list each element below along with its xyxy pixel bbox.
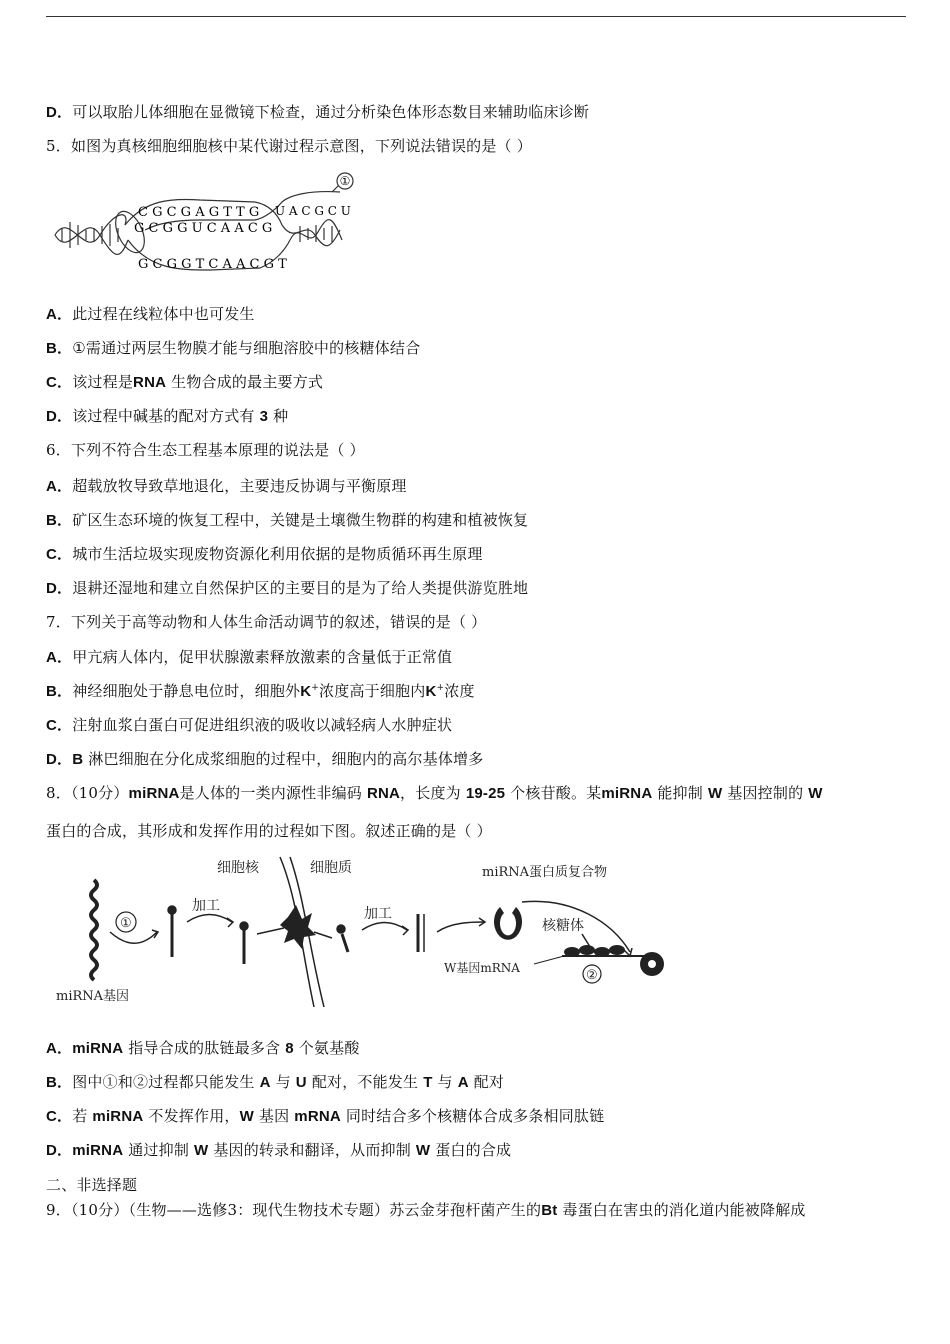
q7-option-c: C．注射血浆白蛋白可促进组织液的吸收以减轻病人水肿症状	[46, 716, 453, 734]
q5-bottom-strand: G C G G T C A A C G T	[138, 257, 287, 272]
q6-option-d: D．退耕还湿地和建立自然保护区的主要目的是为了给人类提供游览胜地	[46, 579, 529, 597]
q5-option-d: D．该过程中碱基的配对方式有 3 种	[46, 407, 289, 425]
q8-option-c: C．若 miRNA 不发挥作用，W 基因 mRNA 同时结合多个核糖体合成多条相同肽链	[46, 1107, 605, 1125]
header-rule	[46, 16, 906, 17]
q7-option-b: B．神经细胞处于静息电位时，细胞外K+浓度高于细胞内K+浓度	[46, 682, 475, 700]
q8-step2: ②	[586, 968, 598, 983]
q5-rna-strand: G C G G U C A A C G	[134, 221, 273, 236]
q7-stem: 7．下列关于高等动物和人体生命活动调节的叙述，错误的是（ ）	[46, 613, 487, 631]
q6-option-b: B．矿区生态环境的恢复工程中，关键是土壤微生物群的构建和植被恢复	[46, 511, 529, 529]
q8-option-b: B．图中①和②过程都只能发生 A 与 U 配对，不能发生 T 与 A 配对	[46, 1073, 505, 1091]
q7-option-a: A．甲亢病人体内，促甲状腺激素释放激素的含量低于正常值	[46, 648, 453, 666]
q8-stem-line1: 8．（10分）miRNA是人体的一类内源性非编码 RNA，长度为 19-25 个核苷酸。某miRNA 能抑制 W 基因控制的 W	[46, 784, 823, 802]
q4-option-d: D．可以取胎儿体细胞在显微镜下检查，通过分析染色体形态数目来辅助临床诊断	[46, 103, 590, 121]
q8-label-nucleus: 细胞核	[217, 860, 259, 876]
q8-label-ribosome: 核糖体	[542, 918, 584, 934]
q5-option-b: B．①需通过两层生物膜才能与细胞溶胶中的核糖体结合	[46, 339, 421, 357]
section-title: 二、非选择题	[46, 1176, 138, 1194]
q8-option-d: D．miRNA 通过抑制 W 基因的转录和翻译，从而抑制 W 蛋白的合成	[46, 1141, 512, 1159]
q8-label-complex: miRNA蛋白质复合物	[482, 865, 608, 880]
q8-label-process1: 加工	[192, 898, 220, 914]
q8-label-process2: 加工	[364, 906, 392, 922]
q5-marker: ①	[339, 174, 351, 188]
q8-label-cytoplasm: 细胞质	[310, 860, 352, 876]
q8-step1: ①	[120, 916, 132, 931]
q8-label-mrna: W基因mRNA	[444, 961, 520, 975]
q8-label-gene: miRNA基因	[56, 989, 130, 1004]
q6-option-a: A．超载放牧导致草地退化，主要违反协调与平衡原理	[46, 477, 407, 495]
q9-stem: 9．（10分）（生物——选修3：现代生物技术专题）苏云金芽孢杆菌产生的Bt 毒蛋白在害虫的消化道内能被降解成	[46, 1201, 806, 1219]
q5-transcription-figure	[50, 170, 370, 280]
q8-option-a: A．miRNA 指导合成的肽链最多含 8 个氨基酸	[46, 1039, 360, 1057]
q5-option-c: C．该过程是RNA 生物合成的最主要方式	[46, 373, 324, 391]
q7-option-d: D．B 淋巴细胞在分化成浆细胞的过程中，细胞内的高尔基体增多	[46, 750, 484, 768]
q6-stem: 6．下列不符合生态工程基本原理的说法是（ ）	[46, 441, 365, 459]
q6-option-c: C．城市生活垃圾实现废物资源化利用依据的是物质循环再生原理	[46, 545, 483, 563]
q8-mirna-figure	[52, 852, 672, 1010]
q5-top-strand: C G C G A G T T G	[138, 205, 260, 220]
q5-stem: 5．如图为真核细胞细胞核中某代谢过程示意图，下列说法错误的是（ ）	[46, 137, 532, 155]
q5-option-a: A．此过程在线粒体中也可发生	[46, 305, 255, 323]
q5-rna-tail: U A C G C U	[275, 204, 351, 218]
q8-stem-line2: 蛋白的合成，其形成和发挥作用的过程如下图。叙述正确的是（ ）	[46, 822, 492, 840]
